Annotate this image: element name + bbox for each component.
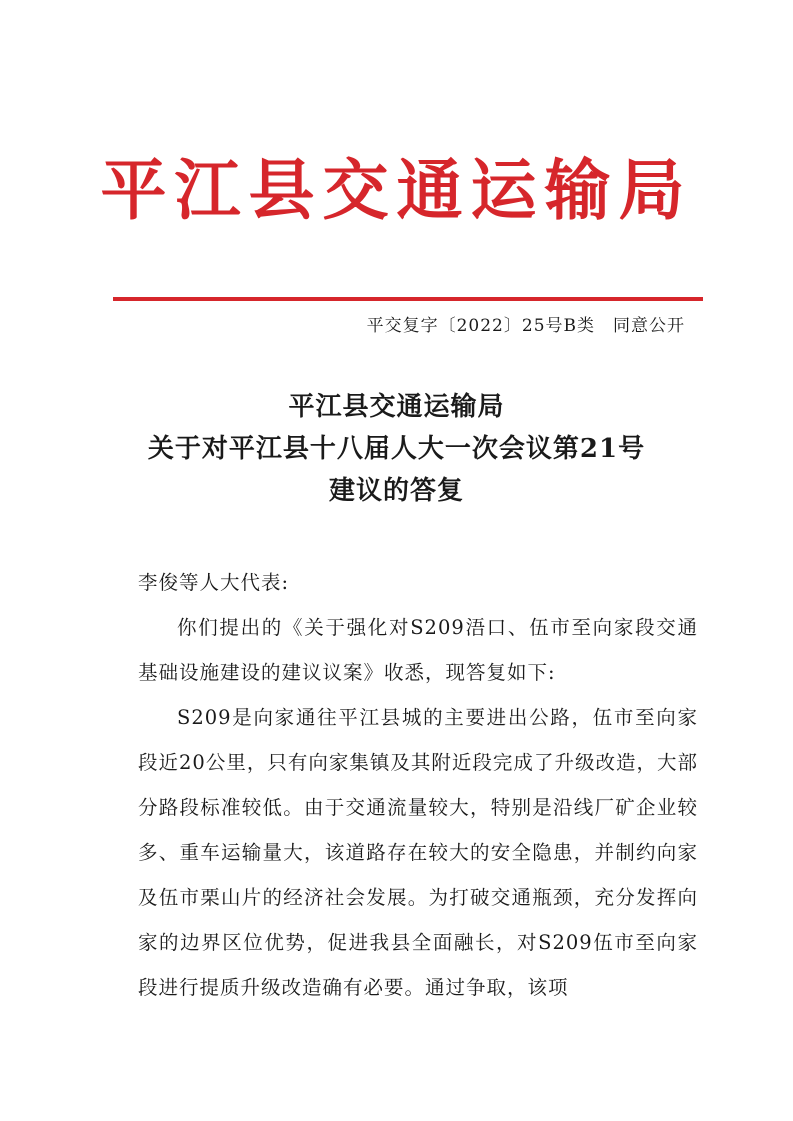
title-line-2: 关于对平江县十八届人大一次会议第21号 bbox=[147, 434, 646, 464]
disclosure-status: 同意公开 bbox=[613, 316, 685, 336]
title-line-1: 平江县交通运输局 bbox=[288, 392, 505, 422]
document-body bbox=[138, 560, 698, 1010]
document-reference-number: 平交复字〔2022〕25号B类 bbox=[366, 316, 595, 336]
red-divider-rule bbox=[113, 297, 703, 301]
salutation: 李俊等人大代表: bbox=[138, 571, 290, 594]
document-title bbox=[0, 386, 793, 512]
masthead-org-name: 平江县交通运输局 bbox=[100, 151, 693, 229]
body-paragraph-2: S209是向家通往平江县城的主要进出公路，伍市至向家段近20公里，只有向家集镇及其附近段完成了升级改造，大部分路段标准较低。由于交通流量较大，特别是沿线厂矿企业较多、重车运输量大，该道路存在较大的安全隐患，并制约向家及伍市栗山片的经济社会发展。为打破交通瓶颈，充分发挥向家的边界区位优势，促进我县全面融长，对S209伍市至向家段进行提质升级改造确有必要。通过争取，该项 bbox=[138, 706, 698, 999]
body-paragraph-1: 你们提出的《关于强化对S209浯口、伍市至向家段交通基础设施建设的建议议案》收悉，现答复如下: bbox=[138, 616, 698, 684]
document-number-line bbox=[367, 313, 685, 339]
title-line-3: 建议的答复 bbox=[328, 476, 464, 506]
